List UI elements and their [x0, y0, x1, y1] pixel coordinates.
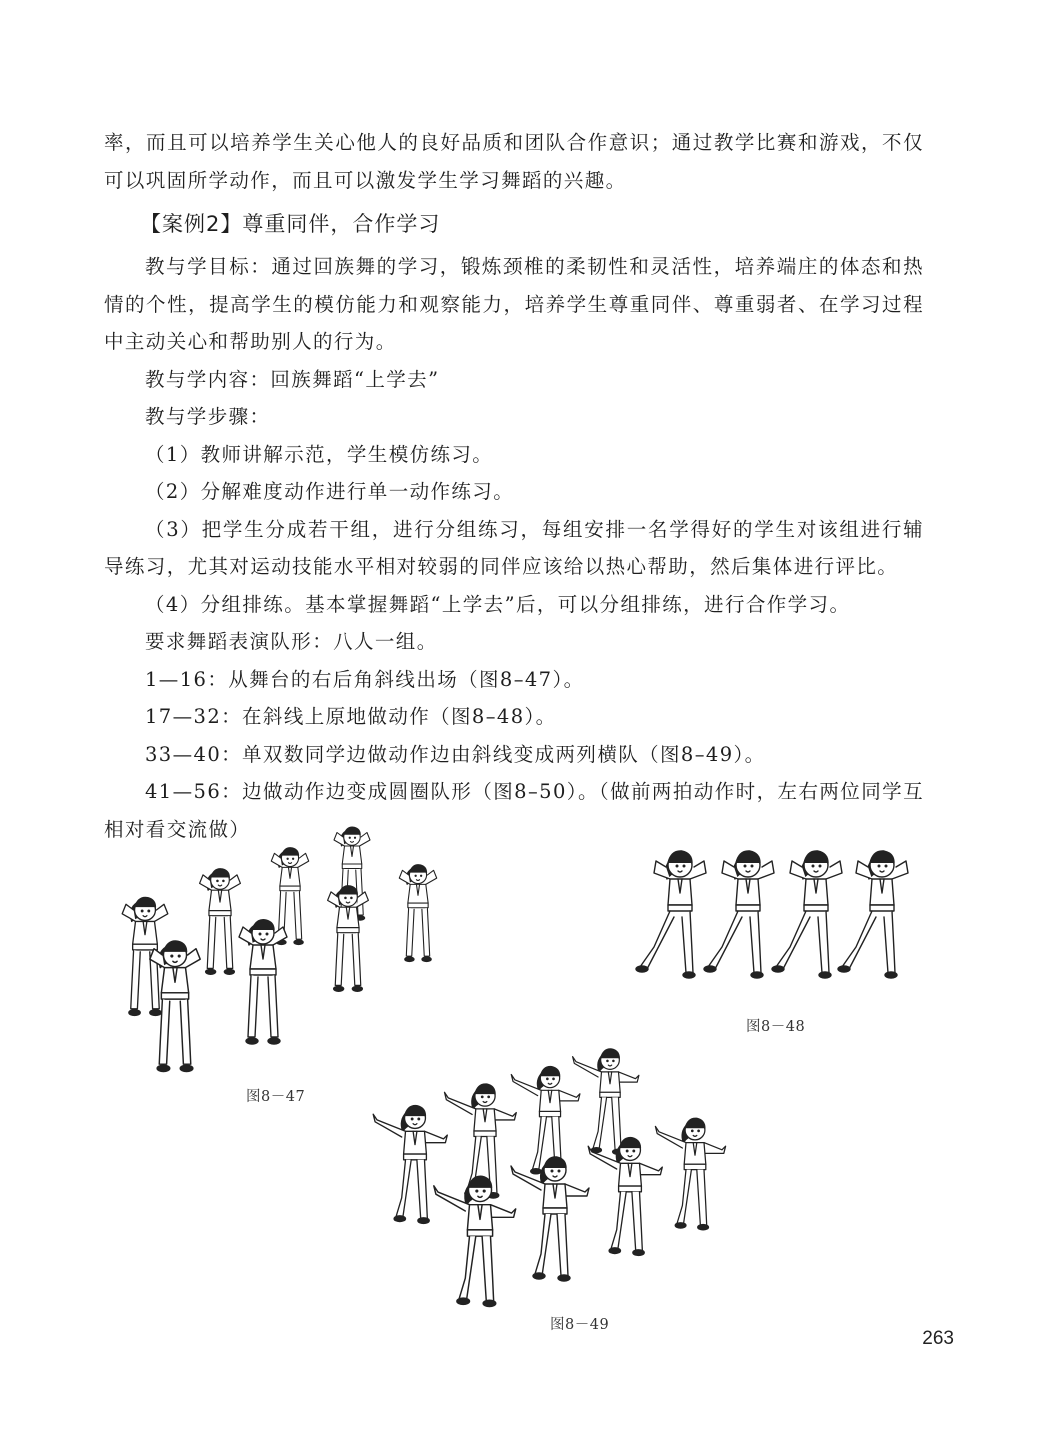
page-number: 263	[922, 1328, 954, 1349]
case-heading: 【案例2】尊重同伴，合作学习	[140, 212, 441, 236]
dancer-icon	[399, 865, 436, 962]
dancer-icon	[636, 851, 706, 978]
dancer-icon	[434, 1176, 516, 1306]
dancer-icon	[328, 886, 369, 992]
dancer-icon	[704, 851, 774, 978]
formation-1: 1—16：从舞台的右后角斜线出场（图8–47）。	[145, 667, 585, 691]
dancer-icon	[239, 920, 287, 1044]
dancer-icon	[373, 1106, 447, 1224]
step-1: （1）教师讲解示范，学生模仿练习。	[145, 442, 494, 466]
formation-2: 17—32：在斜线上原地做动作（图8–48）。	[145, 705, 557, 728]
dancer-icon	[511, 1066, 580, 1175]
goal-paragraph: 教与学目标：通过回族舞的学习，锻炼颈椎的柔韧性和灵活性，培养端庄的体态和热情的个性，提高学生的模仿能力和观察能力，培养学生尊重同伴、尊重弱者、在学习过程中主动关心和帮助别人的行为。	[104, 255, 924, 353]
dancer-icon	[271, 848, 308, 945]
step-3: （3）把学生分成若干组，进行分组练习，每组安排一名学得好的学生对该组进行辅导练习，尤其对运动技能水平相对较弱的同伴应该给以热心帮助，然后集体进行评比。	[104, 517, 924, 578]
formation-paragraph: 要求舞蹈表演队形：八人一组。	[145, 630, 438, 653]
step-2: （2）分解难度动作进行单一动作练习。	[145, 480, 515, 503]
dancer-icon	[511, 1157, 589, 1281]
step-4: （4）分组排练。基本掌握舞蹈“上学去”后，可以分组排练，进行合作学习。	[145, 592, 851, 616]
steps-label: 教与学步骤：	[145, 405, 271, 428]
formation-3: 33—40：单双数同学边做动作边由斜线变成两列横队（图8–49）。	[145, 742, 766, 766]
figure-8-49-illustration	[350, 1030, 730, 1310]
body-text	[104, 124, 924, 848]
figure-8-48-caption: 图8－48	[746, 1019, 806, 1035]
dancer-icon	[200, 869, 241, 975]
dancer-icon	[655, 1118, 725, 1230]
figure-8-48-illustration	[620, 845, 930, 1005]
content-paragraph: 教与学内容：回族舞蹈“上学去”	[145, 367, 440, 391]
dancer-icon	[334, 827, 370, 920]
formation-4: 41—56：边做动作边变成圆圈队形（图8–50）。（做前两拍动作时，左右两位同学互相对看交流做）	[104, 780, 924, 841]
intro-paragraph: 率，而且可以培养学生关心他人的良好品质和团队合作意识；通过教学比赛和游戏，不仅可以巩固所学动作，而且可以激发学生学习舞蹈的兴趣。	[104, 131, 924, 192]
dancer-icon	[772, 851, 842, 978]
dancer-icon	[588, 1138, 662, 1256]
dancer-icon	[838, 851, 908, 978]
figure-8-47-caption: 图8－47	[246, 1089, 306, 1105]
figure-8-49-caption: 图8－49	[550, 1317, 610, 1333]
